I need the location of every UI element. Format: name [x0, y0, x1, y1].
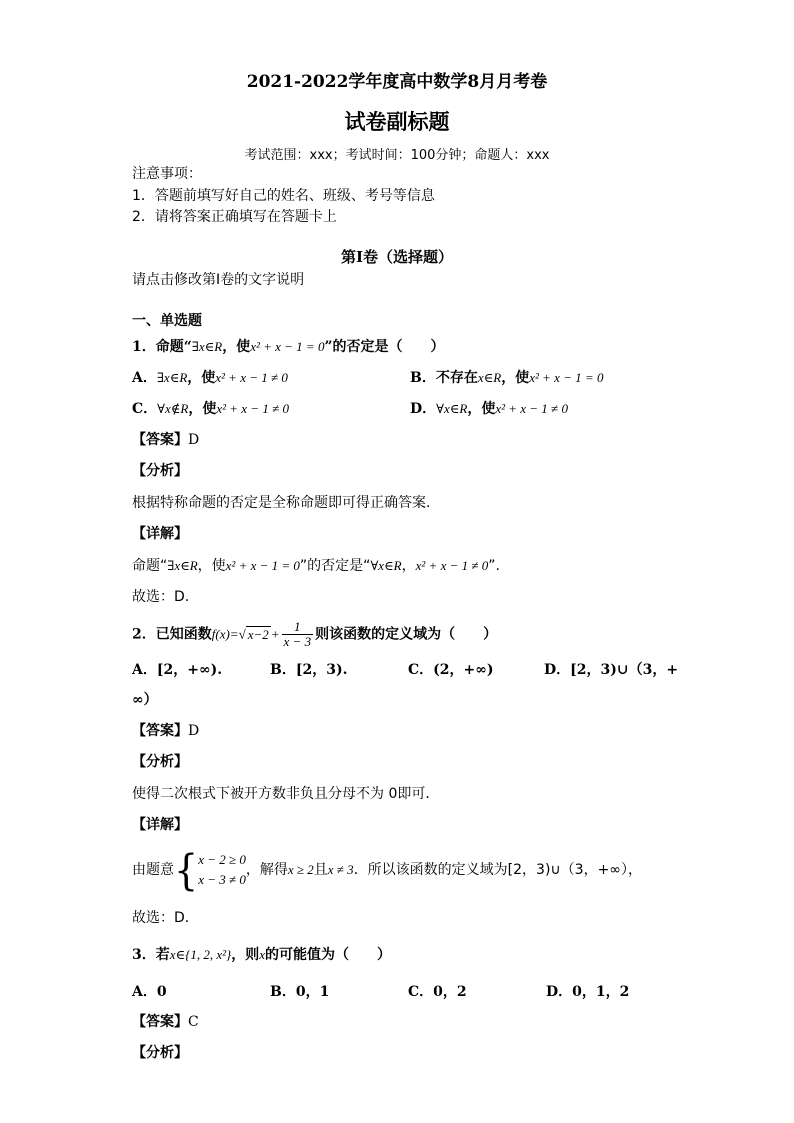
q2-brace: { — [174, 845, 199, 895]
q1-detail: 命题“∃x∈R，使x² + x − 1 = 0”的否定是“∀x∈R，x² + x − 1 ≠ 0”. — [132, 558, 500, 574]
exam-info: 考试范围：xxx；考试时间：100分钟；命题人：xxx — [244, 148, 550, 163]
notice-item-2: 2．请将答案正确填写在答题卡上 — [132, 209, 337, 225]
q1-option-a: A．∃x∈R，使x² + x − 1 ≠ 0 — [132, 370, 288, 386]
q1-conclusion: 故选：D. — [132, 589, 190, 605]
q1-analysis: 根据特称命题的否定是全称命题即可得正确答案. — [132, 495, 431, 511]
q3-stem: 3．若x∈{1, 2, x²}，则x的可能值为（ ） — [132, 947, 391, 963]
q2-system: x − 2 ≥ 0 x − 3 ≠ 0 — [198, 852, 246, 887]
q3-option-c: C．0，2 — [408, 984, 467, 1000]
q2-sqrt: x−2 — [247, 626, 269, 642]
q2-option-b: B．[2，3). — [270, 662, 348, 678]
q3-answer: 【答案】C — [132, 1014, 199, 1030]
q2-conclusion: 故选：D． — [132, 910, 199, 926]
part-desc: 请点击修改第I卷的文字说明 — [132, 272, 305, 288]
q1-option-d: D．∀x∈R，使x² + x − 1 ≠ 0 — [410, 401, 568, 417]
q1-answer: 【答案】D — [132, 432, 200, 448]
notice-heading: 注意事项： — [132, 166, 202, 182]
q2-analysis: 使得二次根式下被开方数非负且分母不为 0即可． — [132, 786, 440, 802]
q3-option-d: D．0，1，2 — [546, 984, 630, 1000]
q2-detail-label: 【详解】 — [132, 817, 188, 833]
q2-answer: 【答案】D — [132, 723, 200, 739]
q2-option-c: C．(2，+∞) — [408, 662, 494, 678]
q3-option-a: A．0 — [132, 984, 167, 1000]
q1-analysis-label: 【分析】 — [132, 463, 188, 479]
q2-option-a: A．[2，+∞). — [132, 662, 223, 678]
q2-option-d-cont: ∞） — [132, 692, 158, 708]
q2-analysis-label: 【分析】 — [132, 754, 188, 770]
q2-option-d: D．[2，3)∪（3，+ — [544, 662, 679, 678]
part-title: 第I卷（选择题） — [340, 248, 454, 266]
exam-subtitle: 试卷副标题 — [344, 110, 450, 134]
q1-option-b: B．不存在x∈R，使x² + x − 1 = 0 — [410, 370, 604, 386]
q3-analysis-label: 【分析】 — [132, 1045, 188, 1061]
exam-title: 2021-2022学年度高中数学8月月考卷 — [246, 72, 548, 92]
notice-item-1: 1．答题前填写好自己的姓名、班级、考号等信息 — [132, 188, 435, 204]
q2-fraction: $\frac{1}{x - 3}$ — [283, 619, 312, 649]
q1-stem: 1．命题“∃x∈R，使x² + x − 1 = 0”的否定是（ ） — [132, 339, 445, 355]
section-heading: 一、单选题 — [132, 313, 202, 329]
q3-option-b: B．0，1 — [270, 984, 330, 1000]
q1-option-c: C．∀x∉R，使x² + x − 1 ≠ 0 — [132, 401, 289, 417]
q2-detail: 由题意{ x − 2 ≥ 0 x − 3 ≠ 0 ，解得x ≥ 2且x ≠ 3．所以该函数的定义域为[2，3)∪（3，+∞）， — [132, 845, 642, 895]
q2-stem: 2．已知函数f(x)=√ x−2 + $\frac{1}{x - 3}$ 则该函数的定义域为（ ） — [132, 619, 498, 649]
q1-detail-label: 【详解】 — [132, 526, 188, 542]
